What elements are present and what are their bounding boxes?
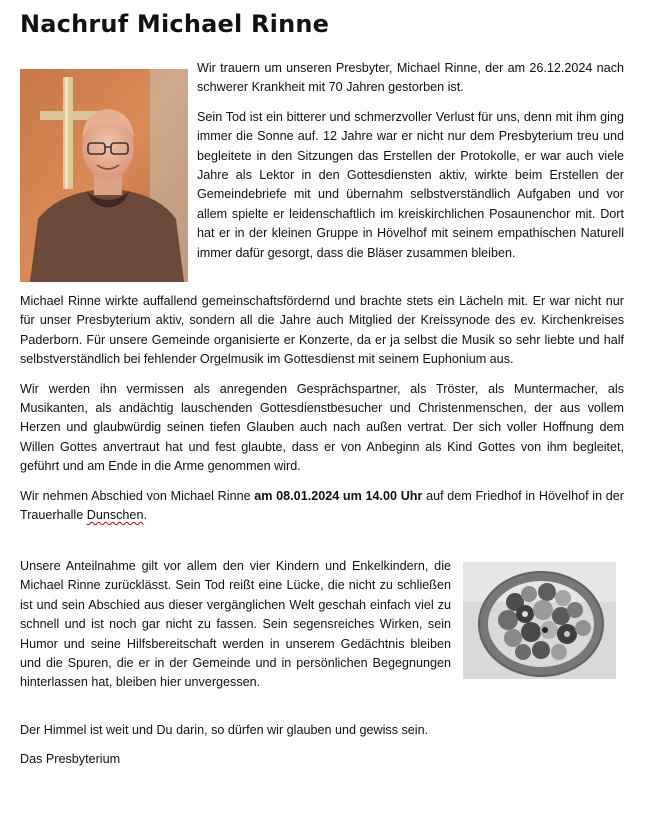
closing-text: [20, 721, 624, 770]
page-title: Nachruf Michael Rinne: [20, 10, 330, 38]
sympathy-text: [20, 557, 451, 693]
paragraph-closing: Der Himmel ist weit und Du darin, so dürfen wir glauben und gewiss sein.: [20, 723, 429, 737]
paragraph-farewell: [20, 487, 624, 526]
paragraph-community: Michael Rinne wirkte auffallend gemeinschaftsfördernd und brachte stets ein Lächeln mit. Er war nicht nur für unser Presbyterium aktiv, sondern all die Jahre auch Mitglied der Kreissynode des ev. Kirchenkreises Paderborn. Für unsere Gemeinde organisierte er Konzerte, da er ja selbst die Musik so sehr liebte und half selbstverständlich bei fehlender Orgelmusik im Gottesdienst mit seinem Euphonium aus.: [20, 294, 624, 367]
farewell-place: Dunschen: [86, 508, 144, 523]
portrait-photo: [20, 69, 188, 282]
intro-text: [197, 59, 624, 263]
paragraph-memory: Wir werden ihn vermissen als anregenden Gesprächspartner, als Tröster, als Muntermacher, als Musikanten, als andächtig lauschenden Gottesdienstbesucher und Christenmenschen, der aus vollem Herzen und glaubwürdig seinen tiefen Glauben auch nach außen vertrat. Der sich voller Hoffnung dem Willen Gottes anvertraut hat und fest glaubte, dass er von Anbeginn als Kind Gottes von ihm begleitet, geführt und am Ende in die Arme genommen wird.: [20, 381, 624, 474]
farewell-text-a: Wir nehmen Abschied von Michael Rinne: [20, 488, 255, 503]
paragraph-loss: Sein Tod ist ein bitterer und schmerzvoller Verlust für uns, denn mit ihm ging immer die Sonne auf. 12 Jahre war er nicht nur dem Presbyterium treu und begleitete in den Sitzungen das Erstellen der Protokolle, er war auch viele Jahre als Lektor in den Gottesdiensten aktiv, wirkte beim Erstellen der Gemeindebriefe mit und übernahm selbstverständlich Aufgaben und vor allem spielte er leidenschaftlich im kreiskirchlichen Posaunenchor mit. Dort hat er in der kleinen Gruppe in Hövelhof mit seinem empathischen Naturell immer dafür gesorgt, dass die Bläser zusammen bleiben.: [197, 109, 624, 260]
signature: Das Presbyterium: [20, 752, 121, 767]
farewell-date: am 08.01.2024 um 14.00 Uhr: [254, 488, 423, 503]
paragraph-sympathy: Unsere Anteilnahme gilt vor allem den vier Kindern und Enkelkindern, die Michael Rinne zurücklässt. Sein Tod reißt eine Lücke, die nicht zu schließen ist und sein Abschied aus dieser vergänglichen Welt geschah einfach viel zu schnell und ist noch gar nicht zu fassen. Sein segensreiches Wirken, sein Humor und seine Hilfsbereitschaft werden in unserem Gedächtnis bleiben und die Spuren, die er in der Gemeinde und in persönlichen Begegnungen hinterlassen hat, bleiben hier unvergessen.: [20, 559, 451, 690]
paragraph-intro: Wir trauern um unseren Presbyter, Michael Rinne, der am 26.12.2024 nach schwerer Krankheit mit 70 Jahren gestorben ist.: [197, 61, 624, 95]
main-text: [20, 292, 624, 525]
farewell-text-b: auf dem Friedhof in Hövelhof in der Trauerhalle: [20, 488, 624, 523]
farewell-end: .: [143, 508, 147, 523]
flower-wreath-photo: [463, 562, 616, 679]
